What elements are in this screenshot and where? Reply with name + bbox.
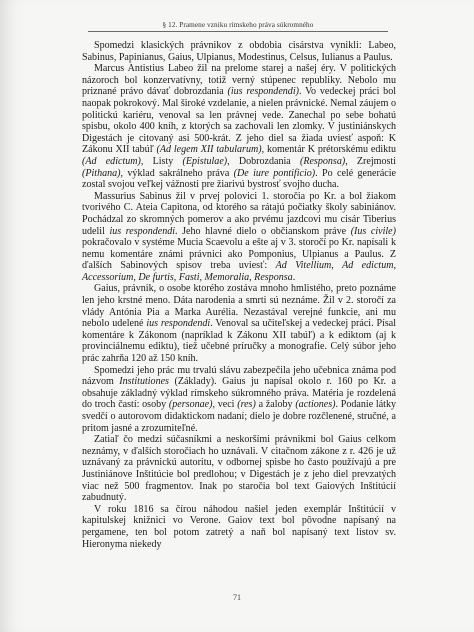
text-run: . Podanie látky svedčí o autorovom didaktickom nadaní; dielo je dobre rozčlenené, stručné, a pritom jasné a zrozumiteľné.: [82, 399, 396, 434]
italic-text: (Epistulae): [182, 155, 228, 167]
paragraph: [82, 365, 396, 435]
text-run: , komentár K prétorskému ediktu: [261, 144, 396, 156]
text-run: V roku 1816 sa čírou náhodou našiel jeden exemplár Inštitúcií v kapitulskej knižnici vo Verone. Gaiov text bol pôvodne napísaný na pergamene, ten bol potom zatretý a naň bol napísaný text listov sv. Hieronyma niekedy: [82, 503, 396, 550]
text-run: Gaius, právnik, o osobe ktorého zostáva mnoho hmlistého, preto poznáme len jeho krstné meno. Dáta narodenia a smrti sú neznáme. Žil v 2. storočí za vlády Antónia Pia a Marka Aurélia. Nezastával verejné funkcie, ani mu nebolo udelené: [82, 283, 396, 330]
text-run: , Zrejmosti: [345, 155, 396, 167]
text-run: Marcus Antistius Labeo žil na prelome starej a našej éry. V politických názoroch bol konzervatívny, totiž verný stúpenec republiky. Nebolo mu priznané právo dávať dobrozdania: [82, 63, 396, 98]
body-text: [82, 40, 396, 550]
italic-text: ius respondendi: [146, 318, 211, 330]
text-run: (Základy). Gaius ju napísal okolo r. 160 po Kr. a obsahuje základný výklad rímskeho súkromného práva. Matéria je rozdelená do troch častí: osoby: [82, 376, 396, 411]
text-run: . Venoval sa učiteľskej a vedeckej práci. Písal komentáre k Zákonom (napríklad k Zákonu XII tabúľ) a k ediktom (aj k provinciálnemu ediktu), tiež učebné príručky a monografie. Celý súbor jeho prác zahrňa 120 až 150 kníh.: [82, 318, 396, 365]
text-run: . Jeho hlavné dielo o občianskom práve: [175, 225, 351, 237]
text-run: a žaloby: [255, 399, 296, 411]
italic-text: (De iure pontificio): [233, 167, 316, 179]
text-run: Spomedzi jeho prác mu trvalú slávu zabezpečila jeho učebnica známa pod názvom: [82, 364, 396, 388]
text-run: , veci: [212, 399, 238, 411]
text-run: .: [292, 271, 296, 283]
paragraph: [82, 283, 396, 364]
paragraph: [82, 40, 396, 63]
italic-text: Ad Vitellium, Ad edictum, Accessorium, De furtis, Fasti, Memoralia, Responsa: [82, 260, 396, 283]
text-run: . Po celé generácie zostal svojou veľkej vážnosti pre žiarivú bystrosť svojho ducha.: [82, 167, 397, 191]
running-head: § 12. Pramene vzniku rímskeho práva súkromného: [88, 21, 388, 32]
text-run: Massurius Sabinus žil v prvej polovici 1. storočia po Kr. a bol žiakom tvorivého C. Ateia Capitona, od ktorého sa rátajú počiatky školy sabiniánov. Pochádzal zo skromných pomerov a ako prvému jazdcovi mu cisár Tiberius udelil: [82, 190, 396, 237]
text-run: , Listy: [140, 155, 183, 167]
italic-text: (res): [237, 399, 256, 411]
italic-text: (Ad legem XII tabularum): [156, 144, 262, 156]
italic-text: (Ad edictum): [82, 155, 141, 167]
italic-text: (Responsa): [299, 155, 346, 167]
text-run: , výklad sakrálneho práva: [120, 167, 234, 179]
italic-text: (personae): [168, 399, 213, 411]
paragraph: [82, 63, 396, 191]
italic-text: (ius respondendi): [227, 86, 299, 98]
paragraph: [82, 191, 396, 284]
text-run: Spomedzi klasických právnikov z obdobia cisárstva vynikli: Labeo, Sabinus, Papinianus, Gaius, Ulpianus, Modestinus, Celsus, Iulianus a Paulus.: [82, 40, 396, 63]
paragraph: [82, 434, 396, 504]
italic-text: (Ius civile): [350, 225, 396, 237]
italic-text: (Pithana): [82, 167, 121, 179]
italic-text: (actiones): [295, 399, 336, 411]
text-run: Zatiaľ čo medzi súčasníkmi a neskoršími právnikmi bol Gaius celkom neznámy, v ďalších storočiach ho uznávali. V citačnom zákone z r. 426 je už uznávaný za právnickú autoritu, v odbornej spisbe ho často používajú a pre Justiniánove Inštitúcie bol predlohou; v Digestách je z jeho diel prevzatých viac než 500 fragmentov. Inak po staročia bol text Gaiových Inštitúcií zabudnutý.: [82, 434, 396, 504]
italic-text: Institutiones: [119, 376, 169, 388]
page-number: 71: [233, 593, 241, 602]
text-run: . Vo vedeckej práci bol naopak pokrokový. Mal široké vzdelanie, a nielen právnické. Nemal záujem o politickú kariéru, venoval sa len právnej vede. Zanechal po sebe bohatú spisbu, okolo 400 kníh, z ktorých sa zachovali len zlomky. V justiniánskych Digestách je citovaný asi 500-krát. Z jeho diel sa žiada uviesť aspoň: K Zákonu XII tabúľ: [82, 86, 397, 156]
italic-text: ius respondendi: [109, 225, 176, 237]
text-run: , Dobrozdania: [227, 155, 300, 167]
text-run: pokračovalo v systéme Mucia Scaevolu a ešte aj v 3. storočí po Kr. napísali k nemu komentáre známi právnici ako Pomponius, Ulpianus a Paulus. Z ďalších Sabinových spisov treba uviesť:: [82, 237, 396, 272]
paragraph: [82, 504, 396, 550]
